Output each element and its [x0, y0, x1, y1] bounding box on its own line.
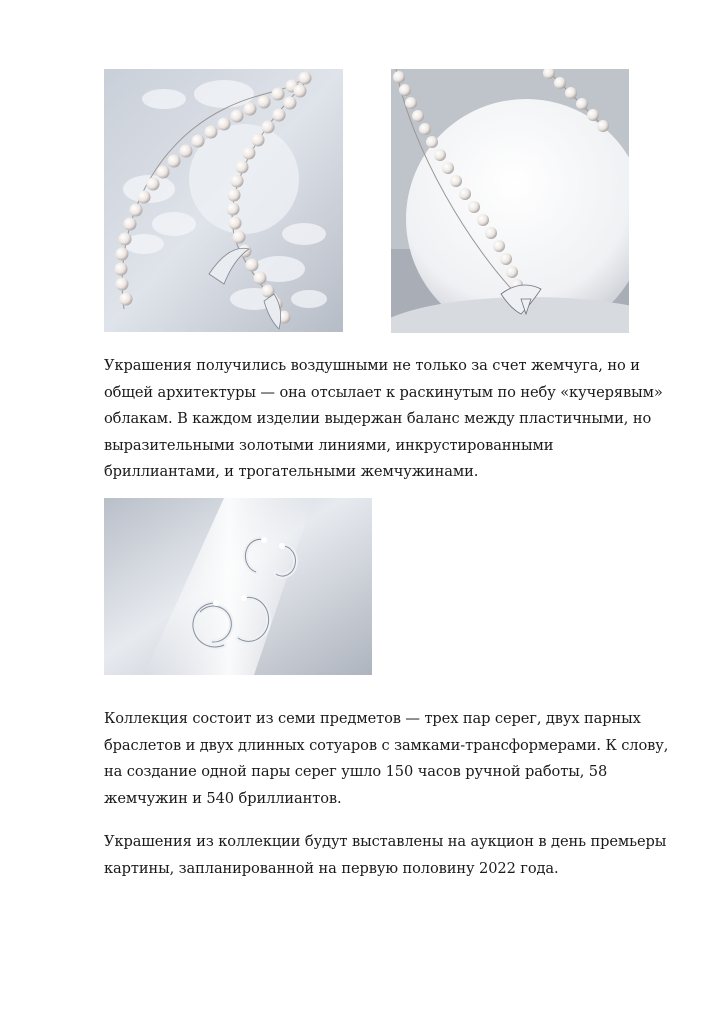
paragraph-line: облакам. В каждом изделии выдержан баланс между пластичными, но	[104, 410, 652, 427]
paragraph-line: бриллиантами, и трогательными жемчужинами.	[104, 463, 479, 480]
paragraph-line: Украшения из коллекции будут выставлены на аукцион в день премьеры	[104, 833, 667, 850]
paragraph-line: Украшения получились воздушными не только за счет жемчуга, но и	[104, 357, 640, 374]
paragraph-auction	[104, 829, 684, 882]
paragraph-line: общей архитектуры — она отсылает к раскинутым по небу «кучерявым»	[104, 383, 663, 401]
necklace-photo-2	[391, 69, 629, 333]
paragraph-line: Коллекция состоит из семи предметов — трех пар серег, двух парных	[104, 710, 641, 727]
paragraph-line: картины, запланированной на первую половину 2022 года.	[104, 859, 559, 877]
earrings-photo	[104, 498, 372, 675]
paragraph-architecture	[104, 353, 684, 486]
paragraph-line: на создание одной пары серег ушло 150 часов ручной работы, 58	[104, 763, 608, 780]
paragraph-line: жемчужин и 540 бриллиантов.	[104, 789, 342, 807]
paragraph-line: браслетов и двух длинных сотуаров с замками-трансформерами. К слову,	[104, 736, 669, 754]
necklace-photo-1	[104, 69, 343, 332]
paragraph-line: выразительными золотыми линиями, инкрустированными	[104, 436, 554, 454]
paragraph-collection	[104, 706, 684, 812]
